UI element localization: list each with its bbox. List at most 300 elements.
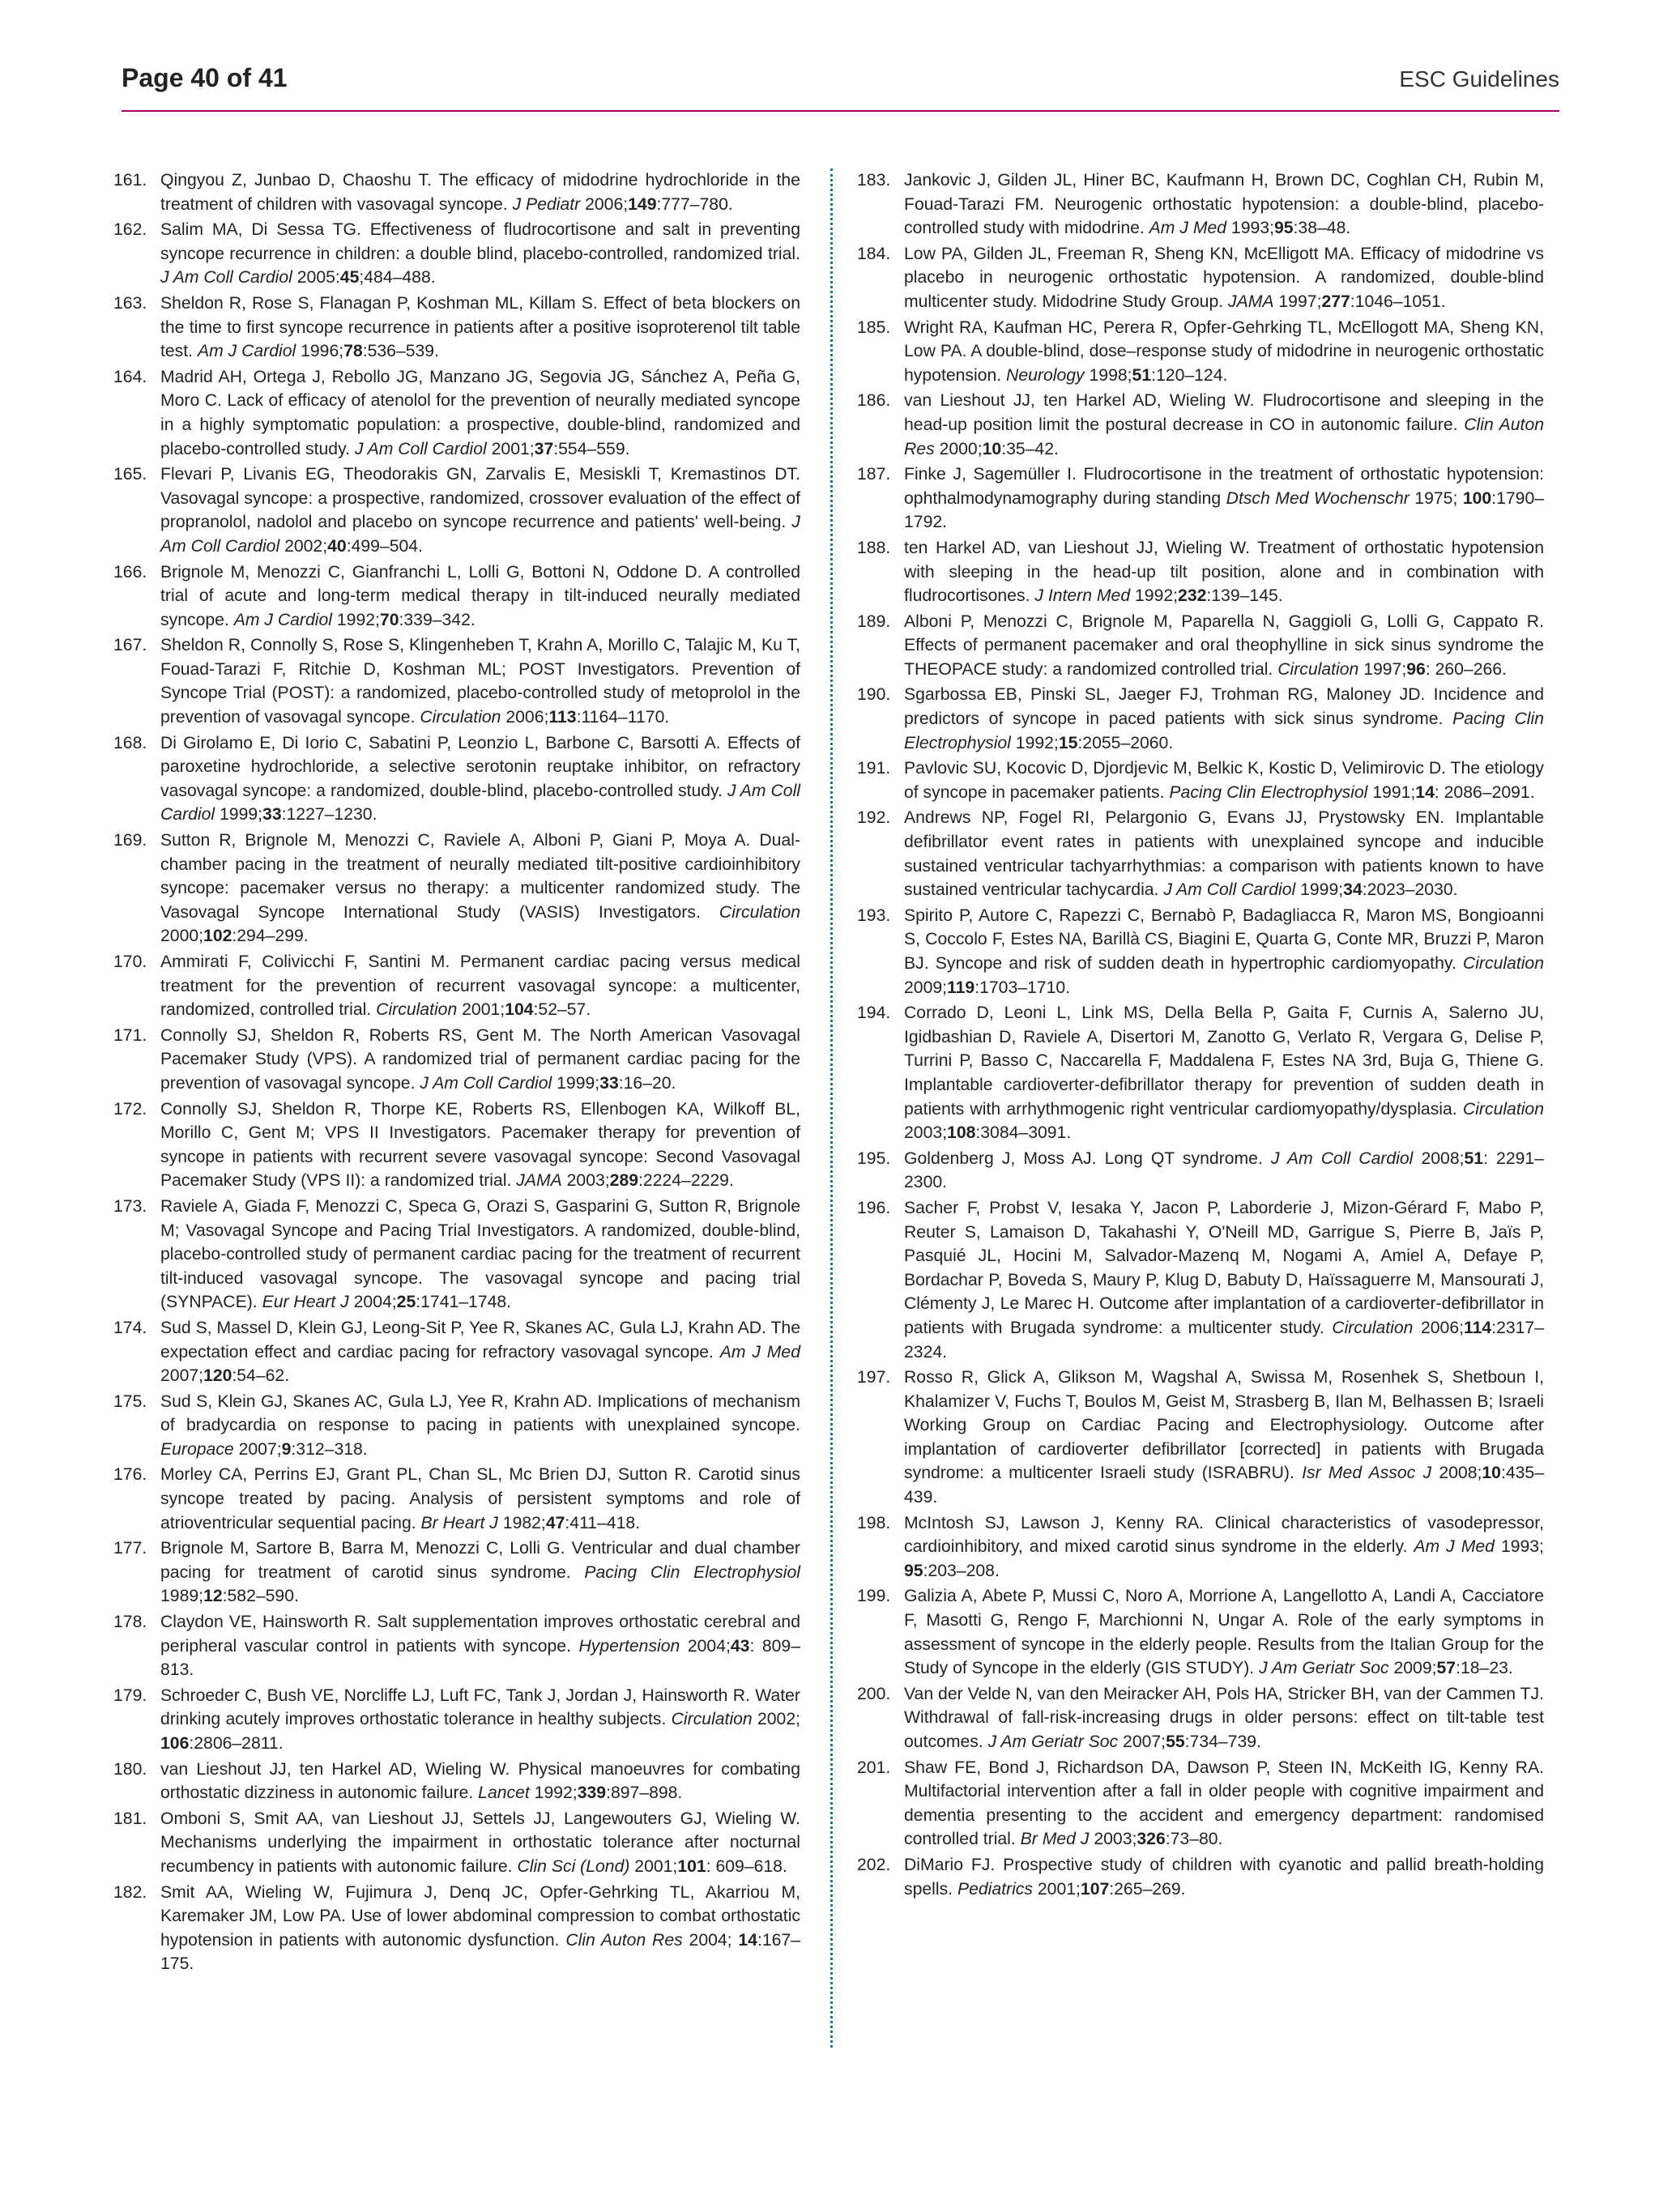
reference-journal: Clin Auton Res — [904, 415, 1545, 458]
reference-authors-title: Madrid AH, Ortega J, Rebollo JG, Manzano JG, Segovia JG, Sánchez A, Peña G, Moro C. Lack of efficacy of atenolol for the prevention of neurally mediated syncope in a highly symptomatic population: a prospective, double-blind, randomized and placebo-controlled study. — [160, 367, 800, 458]
reference-journal: Neurology — [1006, 365, 1085, 385]
reference-number: 169. — [113, 831, 147, 850]
reference-year: 1982; — [497, 1513, 546, 1532]
running-head: ESC Guidelines — [1399, 66, 1559, 92]
reference-volume: 40 — [327, 536, 347, 556]
reference-year: 2001; — [457, 1000, 505, 1020]
reference-text — [160, 292, 800, 364]
reference-number: 198. — [857, 1513, 891, 1532]
reference-text — [904, 1001, 1544, 1145]
reference-text — [160, 1684, 800, 1756]
reference-year: 1999; — [1295, 880, 1344, 900]
reference-authors-title: Schroeder C, Bush VE, Norcliffe LJ, Luft FC, Tank J, Jordan J, Hainsworth R. Water drinking acutely improves orthostatic tolerance in healthy subjects. — [160, 1686, 800, 1729]
reference-year: 1993; — [1226, 219, 1274, 238]
reference-pages: :777–780. — [656, 194, 733, 214]
reference-year: 2003; — [1089, 1830, 1137, 1849]
reference-volume: 34 — [1343, 880, 1363, 900]
reference-number: 181. — [113, 1809, 147, 1828]
reference-year: 2005: — [292, 268, 340, 288]
reference-journal: J Intern Med — [1034, 586, 1131, 606]
reference-authors-title: Sud S, Klein GJ, Skanes AC, Gula LJ, Yee R, Krahn AD. Implications of mechanism of bradycardia on response to pacing in patients with unexplained syncope. — [160, 1392, 800, 1435]
reference-item — [113, 1463, 800, 1535]
reference-year: 2006; — [580, 194, 629, 214]
reference-year: 1992; — [1130, 586, 1179, 606]
reference-item — [113, 1195, 800, 1315]
reference-authors-title: Claydon VE, Hainsworth R. Salt supplementation improves orthostatic cerebral and peripheral vascular control in patients with syncope. — [160, 1613, 800, 1656]
reference-volume: 289 — [609, 1171, 639, 1191]
reference-pages: :1741–1748. — [416, 1293, 512, 1312]
reference-authors-title: Qingyou Z, Junbao D, Chaoshu T. The efficacy of midodrine hydrochloride in the treatment of children with vasovagal syncope. — [160, 171, 800, 214]
reference-pages: :1164–1170. — [576, 708, 670, 727]
reference-text — [904, 806, 1544, 901]
reference-authors-title: Jankovic J, Gilden JL, Hiner BC, Kaufmann H, Brown DC, Coghlan CH, Rubin M, Fouad-Tarazi FM. Neurogenic orthostatic hypotension: a double-blind, placebo-controlled study with midodrine. — [904, 171, 1544, 238]
reference-volume: 10 — [982, 439, 1002, 458]
reference-number: 180. — [113, 1759, 147, 1779]
reference-journal: Hypertension — [578, 1636, 680, 1656]
reference-item — [113, 1881, 800, 1976]
reference-journal: Pediatrics — [957, 1879, 1033, 1899]
reference-item — [857, 1196, 1544, 1364]
reference-year: 1993; — [1494, 1537, 1544, 1557]
reference-authors-title: Raviele A, Giada F, Menozzi C, Speca G, Orazi S, Gasparini G, Sutton R, Brignole M; Vasovagal Syncope and Pacing Trial Investigators. A randomized, double-blind, placebo-controlled study of permanent cardiac pacing for the treatment of recurrent tilt-induced vasovagal syncope. The vasovagal syncope and pacing trial (SYNPACE). — [160, 1196, 800, 1312]
reference-volume: 114 — [1464, 1318, 1492, 1337]
reference-pages: : 2086–2091. — [1434, 782, 1535, 802]
reference-number: 166. — [113, 562, 147, 582]
reference-volume: 95 — [1273, 219, 1294, 238]
reference-journal: Circulation — [376, 1000, 458, 1020]
reference-journal: Circulation — [719, 902, 800, 922]
reference-text — [904, 1366, 1544, 1510]
reference-journal: Am J Cardiol — [197, 342, 296, 361]
reference-volume: 107 — [1080, 1879, 1110, 1899]
reference-pages: :73–80. — [1165, 1830, 1223, 1849]
reference-authors-title: McIntosh SJ, Lawson J, Kenny RA. Clinical characteristics of vasodepressor, cardioinhibitory, and mixed carotid sinus syndrome in the elderly. — [904, 1513, 1544, 1557]
reference-item — [113, 1390, 800, 1462]
reference-text — [160, 1195, 800, 1315]
reference-journal: Br Med J — [1020, 1830, 1090, 1849]
reference-item — [113, 829, 800, 948]
reference-text — [160, 731, 800, 827]
reference-text — [904, 1511, 1544, 1583]
reference-number: 193. — [857, 906, 891, 925]
reference-authors-title: Flevari P, Livanis EG, Theodorakis GN, Zarvalis E, Mesiskli T, Kremastinos DT. Vasovagal syncope: a prospective, randomized, crossover evaluation of the effect of propranolol, nadolol and placebo on syncope recurrence and patients' well-being. — [160, 465, 800, 532]
reference-text — [904, 904, 1544, 999]
reference-item — [113, 1316, 800, 1388]
reference-authors-title: Salim MA, Di Sessa TG. Effectiveness of fludrocortisone and salt in preventing syncope recurrence in children: a double blind, placebo-controlled, randomized trial. — [160, 220, 800, 263]
reference-pages: :2317–2324. — [904, 1318, 1544, 1362]
reference-text — [904, 1756, 1544, 1852]
reference-pages: : 2291–2300. — [904, 1149, 1544, 1192]
reference-text — [160, 1881, 800, 1976]
reference-volume: 106 — [160, 1734, 190, 1753]
reference-number: 163. — [113, 293, 147, 313]
reference-column-right — [857, 168, 1544, 1903]
reference-number: 171. — [113, 1025, 147, 1045]
reference-text — [904, 1147, 1544, 1195]
reference-year: 2001; — [1032, 1879, 1081, 1899]
reference-number: 174. — [113, 1318, 147, 1337]
reference-year: 1999; — [215, 805, 263, 825]
reference-year: 2003; — [904, 1123, 948, 1143]
reference-number: 199. — [857, 1587, 891, 1606]
reference-authors-title: Andrews NP, Fogel RI, Pelargonio G, Evans JJ, Prystowsky EN. Implantable defibrillator event rates in patients with unexplained syncope and inducible sustained ventricular tachyarrhythmias: a comparison with patients known to have sustained ventricular tachycardia. — [904, 808, 1544, 900]
reference-year: 2000; — [160, 927, 204, 946]
reference-volume: 108 — [947, 1123, 976, 1143]
reference-item — [113, 365, 800, 461]
reference-number: 162. — [113, 220, 147, 240]
reference-text — [904, 1853, 1544, 1901]
reference-authors-title: ten Harkel AD, van Lieshout JJ, Wieling W. Treatment of orthostatic hypotension with sleeping in the head-up tilt position, alone and in combination with fludrocortisones. — [904, 538, 1544, 606]
reference-item — [857, 683, 1544, 755]
reference-year: 1996; — [296, 342, 344, 361]
reference-pages: :499–504. — [346, 536, 423, 556]
page-header — [122, 63, 1559, 109]
reference-volume: 339 — [577, 1784, 607, 1803]
reference-pages: :203–208. — [923, 1561, 1000, 1580]
reference-authors-title: Wright RA, Kaufman HC, Perera R, Opfer-Gehrking TL, McEllogott MA, Sheng KN, Low PA. A double-blind, dose–response study of midodrine in neurogenic orthostatic hypotension. — [904, 318, 1544, 385]
reference-text — [160, 218, 800, 290]
reference-item — [113, 633, 800, 729]
reference-number: 165. — [113, 465, 147, 484]
reference-number: 196. — [857, 1198, 891, 1217]
reference-volume: 14 — [738, 1930, 757, 1950]
reference-volume: 10 — [1482, 1464, 1501, 1483]
reference-text — [904, 536, 1544, 608]
reference-volume: 232 — [1178, 586, 1207, 606]
reference-journal: Europace — [160, 1439, 234, 1459]
reference-year: 2009; — [1388, 1659, 1437, 1678]
reference-pages: :265–269. — [1109, 1879, 1186, 1899]
reference-authors-title: Sgarbossa EB, Pinski SL, Jaeger FJ, Trohman RG, Maloney JD. Incidence and predictors of syncope in paced patients with sick sinus syndrome. — [904, 685, 1544, 729]
reference-item — [857, 904, 1544, 999]
reference-number: 170. — [113, 953, 147, 971]
reference-year: 1991; — [1367, 782, 1416, 802]
reference-number: 202. — [857, 1855, 891, 1874]
reference-volume: 78 — [343, 342, 363, 361]
reference-text — [160, 168, 800, 216]
reference-pages: :167–175. — [160, 1930, 800, 1974]
reference-item — [113, 1610, 800, 1682]
reference-pages: :16–20. — [618, 1073, 676, 1093]
reference-authors-title: Brignole M, Menozzi C, Gianfranchi L, Lolli G, Bottoni N, Oddone D. A controlled trial of acute and long-term medical therapy in tilt-induced neurally mediated syncope. — [160, 562, 800, 629]
reference-volume: 15 — [1058, 733, 1078, 752]
reference-authors-title: Van der Velde N, van den Meiracker AH, Pols HA, Stricker BH, van der Cammen TJ. Withdrawal of fall-risk-increasing drugs in older persons: effect on tilt-table test outcomes. — [904, 1684, 1544, 1751]
reference-text — [904, 168, 1544, 241]
reference-year: 1992; — [529, 1784, 578, 1803]
reference-year: 1989; — [160, 1587, 204, 1606]
reference-journal: Br Heart J — [420, 1513, 498, 1532]
reference-volume: 277 — [1321, 292, 1350, 311]
reference-year: 2008; — [1431, 1464, 1482, 1483]
reference-year: 2000; — [934, 439, 983, 458]
reference-item — [113, 560, 800, 633]
reference-item — [113, 1758, 800, 1805]
column-divider — [830, 168, 833, 2048]
header-rule — [122, 110, 1559, 112]
reference-volume: 45 — [339, 268, 360, 288]
reference-item — [113, 462, 800, 558]
reference-year: 1997; — [1358, 659, 1407, 679]
reference-authors-title: Sutton R, Brignole M, Menozzi C, Raviele A, Alboni P, Giani P, Moya A. Dual-chamber pacing in the treatment of neurally mediated tilt-positive cardioinhibitory syncope: pacemaker versus no therapy: a multicenter randomized study. The Vasovagal Syncope International Study (VASIS) Investigators. — [160, 831, 800, 922]
reference-item — [857, 316, 1544, 388]
reference-text — [904, 389, 1544, 461]
reference-authors-title: van Lieshout JJ, ten Harkel AD, Wieling W. Physical manoeuvres for combating orthostatic dizziness in autonomic failure. — [160, 1759, 800, 1803]
reference-item — [113, 1536, 800, 1609]
reference-text — [904, 1584, 1544, 1680]
reference-number: 201. — [857, 1758, 891, 1777]
reference-pages: :2224–2229. — [638, 1171, 734, 1191]
reference-item — [857, 462, 1544, 535]
reference-number: 200. — [857, 1684, 891, 1703]
reference-number: 197. — [857, 1368, 891, 1387]
reference-volume: 51 — [1132, 365, 1152, 385]
reference-volume: 149 — [628, 194, 657, 214]
reference-volume: 14 — [1415, 782, 1435, 802]
reference-number: 176. — [113, 1465, 147, 1485]
reference-text — [160, 1536, 800, 1609]
reference-year: 2002; — [752, 1710, 800, 1729]
reference-number: 190. — [857, 685, 891, 705]
reference-volume: 104 — [505, 1000, 534, 1020]
reference-text — [904, 462, 1544, 535]
reference-item — [857, 757, 1544, 804]
reference-text — [160, 365, 800, 461]
reference-authors-title: Morley CA, Perrins EJ, Grant PL, Chan SL, Mc Brien DJ, Sutton R. Carotid sinus syncope treated by pacing. Analysis of persistent symptoms and role of atrioventricular sequential pacing. — [160, 1465, 800, 1532]
reference-pages: :897–898. — [606, 1784, 683, 1803]
reference-volume: 43 — [730, 1636, 750, 1656]
reference-year: 2004; — [680, 1636, 731, 1656]
reference-authors-title: Goldenberg J, Moss AJ. Long QT syndrome. — [904, 1149, 1271, 1168]
reference-item — [857, 610, 1544, 682]
reference-item — [857, 1682, 1544, 1754]
reference-number: 178. — [113, 1613, 147, 1632]
reference-journal: JAMA — [1228, 292, 1274, 311]
reference-journal: Lancet — [478, 1784, 530, 1803]
reference-journal: Clin Auton Res — [565, 1930, 683, 1950]
reference-text — [160, 560, 800, 633]
reference-number: 194. — [857, 1004, 891, 1023]
reference-item — [857, 1756, 1544, 1852]
reference-volume: 25 — [396, 1293, 416, 1312]
reference-year: 2006; — [501, 708, 549, 727]
reference-pages: :734–739. — [1184, 1733, 1261, 1751]
reference-journal: J Am Geriatr Soc — [987, 1733, 1119, 1751]
reference-text — [904, 1196, 1544, 1364]
reference-pages: ;484–488. — [359, 268, 436, 288]
reference-volume: 51 — [1464, 1149, 1484, 1168]
reference-authors-title: Rosso R, Glick A, Glikson M, Wagshal A, Swissa M, Rosenhek S, Shetboun I, Khalamizer V, Fuchs T, Boulos M, Geist M, Strasberg B, Ilan M, Belhassen B; Israeli Working Group on Cardiac Pacing and Electrophysiology. Outcome after implantation of cardioverter defibrillator [corrected] in patients with Brugada syndrome: a multicenter Israeli study (ISRABRU). — [904, 1368, 1544, 1483]
reference-pages: :312–318. — [291, 1439, 368, 1459]
reference-volume: 96 — [1406, 659, 1426, 679]
reference-volume: 57 — [1436, 1659, 1456, 1678]
reference-number: 161. — [113, 171, 147, 190]
reference-volume: 113 — [548, 708, 577, 727]
reference-authors-title: Di Girolamo E, Di Iorio C, Sabatini P, Leonzio L, Barbone C, Barsotti A. Effects of paroxetine hydrochloride, a selective serotonin reuptake inhibitor, on refractory vasovagal syncope: a randomized, double-blind, placebo-controlled study. — [160, 733, 800, 800]
reference-pages: :339–342. — [399, 610, 476, 629]
reference-number: 168. — [113, 733, 147, 752]
reference-number: 183. — [857, 171, 891, 190]
reference-item — [857, 536, 1544, 608]
reference-authors-title: Smit AA, Wieling W, Fujimura J, Denq JC, Opfer-Gehrking TL, Akarriou M, Karemaker JM, Low PA. Use of lower abdominal compression to combat orthostatic hypotension in patients with autonomic dysfunction. — [160, 1882, 800, 1950]
reference-journal: J Am Coll Cardiol — [160, 781, 800, 825]
reference-journal: Circulation — [671, 1710, 753, 1729]
reference-pages: :35–42. — [1001, 439, 1059, 458]
reference-item — [113, 218, 800, 290]
reference-journal: J Am Coll Cardiol — [160, 268, 292, 288]
reference-authors-title: Finke J, Sagemüller I. Fludrocortisone in the treatment of orthostatic hypotension: ophthalmodynamography during standing — [904, 465, 1544, 508]
reference-text — [904, 757, 1544, 804]
reference-volume: 101 — [677, 1856, 706, 1876]
reference-pages: :3084–3091. — [975, 1123, 1072, 1143]
reference-year: 2007; — [160, 1366, 204, 1386]
reference-year: 1998; — [1084, 365, 1132, 385]
reference-journal: JAMA — [516, 1171, 562, 1191]
reference-authors-title: Brignole M, Sartore B, Barra M, Menozzi C, Lolli G. Ventricular and dual chamber pacing for treatment of carotid sinus syndrome. — [160, 1539, 800, 1582]
reference-item — [113, 950, 800, 1022]
reference-journal: J Am Coll Cardiol — [1270, 1149, 1414, 1168]
reference-pages: : 809–813. — [160, 1636, 800, 1680]
reference-number: 187. — [857, 465, 891, 484]
reference-column-left — [113, 168, 800, 1978]
reference-pages: : 260–266. — [1425, 659, 1507, 679]
reference-text — [160, 829, 800, 948]
reference-authors-title: Spirito P, Autore C, Rapezzi C, Bernabò P, Badagliacca R, Maron MS, Bongioanni S, Coccolo F, Estes NA, Barillà CS, Biagini E, Quarta G, Conte MR, Bruzzi P, Maron BJ. Syncope and risk of sudden death in hypertrophic cardiomyopathy. — [904, 906, 1544, 973]
reference-text — [904, 683, 1544, 755]
reference-item — [857, 1511, 1544, 1583]
reference-pages: :554–559. — [553, 439, 630, 458]
reference-number: 175. — [113, 1392, 147, 1411]
reference-year: 2007; — [1118, 1733, 1166, 1751]
reference-authors-title: Ammirati F, Colivicchi F, Santini M. Permanent cardiac pacing versus medical treatment for the prevention of recurrent vasovagal syncope: a multicenter, randomized, controlled trial. — [160, 953, 800, 1020]
reference-year: 2009; — [904, 978, 948, 997]
reference-authors-title: Low PA, Gilden JL, Freeman R, Sheng KN, McElligott MA. Efficacy of midodrine vs placebo in neurogenic orthostatic hypotension. A randomized, double-blind multicenter study. Midodrine Study Group. — [904, 244, 1544, 311]
reference-text — [160, 1316, 800, 1388]
reference-year: 2006; — [1413, 1318, 1464, 1337]
reference-journal: Pacing Clin Electrophysiol — [584, 1562, 800, 1582]
reference-number: 177. — [113, 1539, 147, 1558]
reference-journal: Circulation — [1462, 1099, 1544, 1119]
reference-journal: Pacing Clin Electrophysiol — [904, 710, 1544, 752]
reference-journal: Circulation — [1277, 659, 1359, 679]
reference-number: 188. — [857, 538, 891, 557]
reference-item — [113, 1024, 800, 1096]
reference-authors-title: Alboni P, Menozzi C, Brignole M, Paparella N, Gaggioli G, Lolli G, Cappato R. Effects of permanent pacemaker and oral theophylline in sick sinus syndrome the THEOPACE study: a randomized controlled trial. — [904, 612, 1544, 679]
reference-number: 179. — [113, 1686, 147, 1705]
reference-journal: Am J Med — [719, 1342, 800, 1362]
reference-journal: Pacing Clin Electrophysiol — [1169, 782, 1368, 802]
reference-pages: :1046–1051. — [1350, 292, 1446, 311]
reference-volume: 70 — [379, 610, 399, 629]
reference-year: 2003; — [561, 1171, 610, 1191]
reference-authors-title: Connolly SJ, Sheldon R, Thorpe KE, Roberts RS, Ellenbogen KA, Wilkoff BL, Morillo C, Gent M; VPS II Investigators. Pacemaker therapy for prevention of syncope in patients with recurrent severe vasovagal syncope: Second Vasovagal Pacemaker Study (VPS II): a randomized trial. — [160, 1099, 800, 1191]
reference-pages: :52–57. — [533, 1000, 591, 1020]
reference-item — [113, 168, 800, 216]
reference-year: 2001; — [486, 439, 535, 458]
reference-year: 1992; — [331, 610, 380, 629]
reference-pages: :38–48. — [1293, 219, 1351, 238]
reference-journal: Circulation — [1332, 1318, 1414, 1337]
reference-year: 1975; — [1409, 488, 1463, 508]
reference-text — [904, 610, 1544, 682]
reference-journal: J Am Coll Cardiol — [1163, 880, 1296, 900]
reference-authors-title: Corrado D, Leoni L, Link MS, Della Bella P, Gaita F, Curnis A, Salerno JU, Igidbashian D, Raviele A, Disertori M, Zanotto G, Verlato R, Vergara G, Delise P, Turrini P, Basso C, Naccarella F, Maddalena F, Estes NA 3rd, Buja G, Thiene G. Implantable cardioverter-defibrillator therapy for prevention of sudden death in patients with arrhythmogenic right ventricular cardiomyopathy/dysplasia. — [904, 1004, 1544, 1119]
reference-item — [857, 1147, 1544, 1195]
reference-number: 172. — [113, 1099, 147, 1119]
reference-journal: Circulation — [1462, 954, 1544, 973]
reference-authors-title: Sheldon R, Connolly S, Rose S, Klingenheben T, Krahn A, Morillo C, Talajic M, Ku T, Fouad-Tarazi F, Ritchie D, Koshman ML; POST Investigators. Prevention of Syncope Trial (POST): a randomized, placebo-controlled study of metoprolol in the prevention of vasovagal syncope. — [160, 636, 800, 727]
reference-journal: Am J Med — [1149, 219, 1227, 238]
reference-number: 182. — [113, 1882, 147, 1902]
reference-journal: J Am Coll Cardiol — [160, 513, 800, 556]
reference-number: 184. — [857, 244, 891, 263]
reference-journal: Am J Med — [1414, 1537, 1495, 1557]
reference-journal: J Am Coll Cardiol — [354, 439, 487, 458]
reference-text — [160, 950, 800, 1022]
reference-volume: 47 — [545, 1513, 565, 1532]
reference-journal: Dtsch Med Wochenschr — [1226, 488, 1410, 508]
page-number: Page 40 of 41 — [122, 63, 288, 92]
reference-text — [160, 1807, 800, 1879]
reference-number: 186. — [857, 391, 891, 411]
reference-journal: Eur Heart J — [262, 1293, 349, 1312]
reference-text — [904, 1682, 1544, 1754]
reference-item — [113, 1097, 800, 1193]
reference-pages: : 609–618. — [706, 1856, 787, 1876]
reference-pages: :411–418. — [565, 1513, 641, 1532]
reference-year: 2004; — [682, 1930, 739, 1950]
reference-authors-title: Sud S, Massel D, Klein GJ, Leong-Sit P, Yee R, Skanes AC, Gula LJ, Krahn AD. The expectation effect and cardiac pacing for refractory vasovagal syncope. — [160, 1318, 800, 1362]
reference-text — [160, 1390, 800, 1462]
reference-authors-title: Sheldon R, Rose S, Flanagan P, Koshman ML, Killam S. Effect of beta blockers on the time to first syncope recurrence in patients after a positive isoproterenol tilt table test. — [160, 293, 800, 361]
reference-volume: 326 — [1137, 1830, 1166, 1849]
reference-item — [857, 1584, 1544, 1680]
reference-journal: J Am Coll Cardiol — [420, 1073, 552, 1093]
reference-pages: :435–439. — [904, 1464, 1544, 1507]
reference-item — [857, 806, 1544, 901]
reference-item — [857, 389, 1544, 461]
reference-volume: 120 — [203, 1366, 232, 1386]
reference-pages: :1790–1792. — [904, 488, 1545, 532]
reference-number: 195. — [857, 1149, 891, 1168]
reference-year: 2008; — [1413, 1149, 1465, 1168]
reference-journal: Circulation — [420, 708, 501, 727]
reference-item — [857, 168, 1544, 241]
reference-year: 1997; — [1273, 292, 1322, 311]
reference-journal: J Pediatr — [512, 194, 581, 214]
reference-authors-title: Galizia A, Abete P, Mussi C, Noro A, Morrione A, Langellotto A, Landi A, Cacciatore F, Masotti G, Rengo F, Marchionni N, Ungar A. Role of the early symptoms in assessment of syncope in the elderly people. Results from the Italian Group for the Study of Syncope in the elderly (GIS STUDY). — [904, 1587, 1544, 1678]
reference-year: 2002; — [279, 536, 328, 556]
reference-item — [113, 731, 800, 827]
reference-volume: 12 — [203, 1587, 223, 1606]
reference-number: 164. — [113, 367, 147, 386]
reference-volume: 9 — [281, 1439, 292, 1459]
reference-journal: J Am Geriatr Soc — [1259, 1659, 1389, 1678]
reference-volume: 33 — [262, 805, 282, 825]
reference-journal: Isr Med Assoc J — [1302, 1464, 1432, 1483]
reference-number: 167. — [113, 636, 147, 655]
reference-year: 2004; — [348, 1293, 397, 1312]
reference-pages: :1227–1230. — [281, 805, 377, 825]
reference-authors-title: van Lieshout JJ, ten Harkel AD, Wieling W. Fludrocortisone and sleeping in the head-up position limit the postural decrease in CO in autonomic failure. — [904, 391, 1544, 434]
reference-text — [160, 1758, 800, 1805]
reference-year: 2007; — [233, 1439, 282, 1459]
reference-authors-title: DiMario FJ. Prospective study of children with cyanotic and pallid breath-holding spells. — [904, 1855, 1544, 1899]
reference-pages: :536–539. — [362, 342, 439, 361]
reference-pages: :2806–2811. — [189, 1734, 284, 1753]
reference-item — [857, 1366, 1544, 1510]
reference-number: 189. — [857, 612, 891, 631]
reference-item — [857, 242, 1544, 314]
